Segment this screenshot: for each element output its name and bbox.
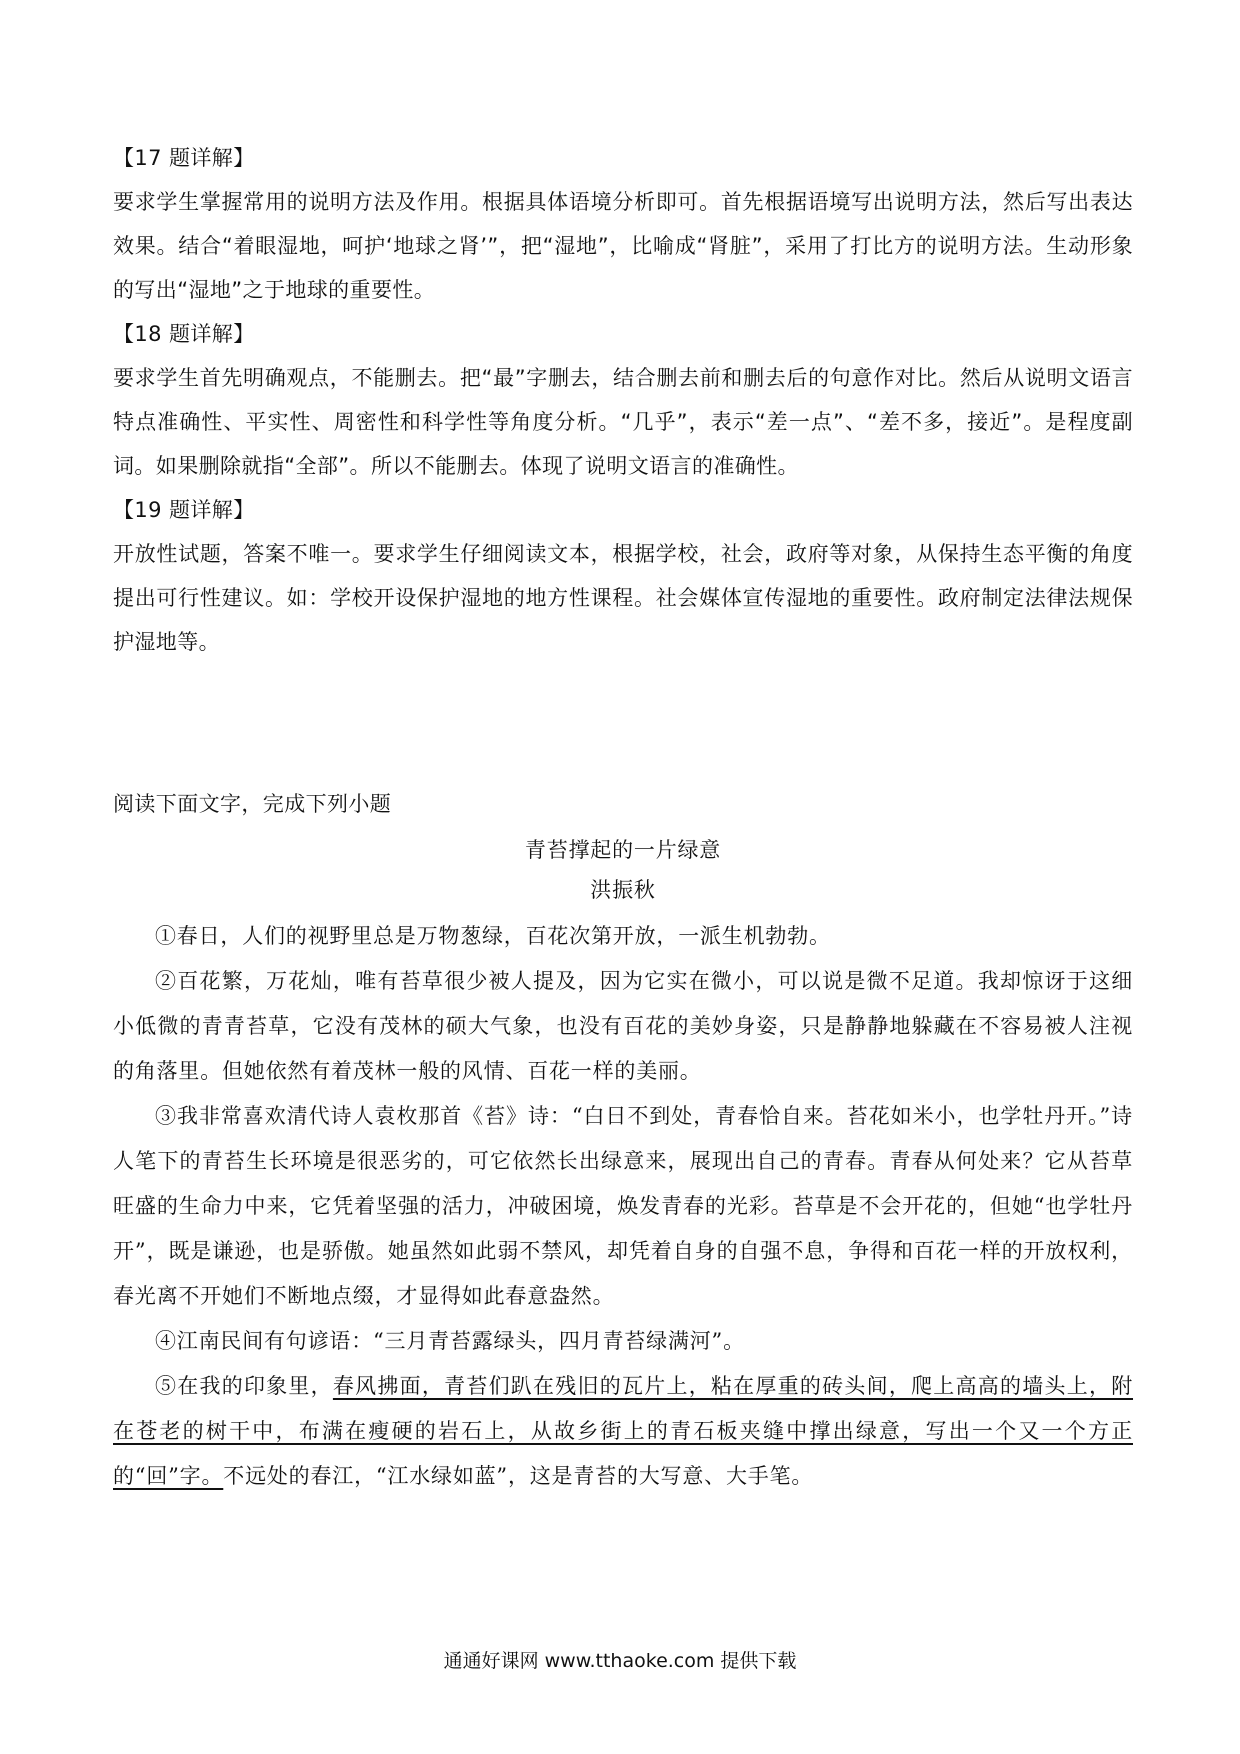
q18-text: 要求学生首先明确观点，不能删去。把“最”字删去，结合删去前和删去后的句意作对比。然后从说明文语言特点准确性、平实性、周密性和科学性等角度分析。“几乎”，表示“差一点”、“差不多，接近”。是程度副词。如果删除就指“全部”。所以不能删去。体现了说明文语言的准确性。: [113, 366, 1133, 478]
passage: [113, 830, 1133, 1499]
paragraph-4: ④江南民间有句谚语：“三月青苔露绿头，四月青苔绿满河”。: [155, 1329, 745, 1353]
passage-title: 青苔撑起的一片绿意: [524, 838, 722, 862]
analysis-section: [113, 136, 1133, 664]
q18-heading: 【18 题详解】: [113, 322, 255, 346]
reading-instruction: 阅读下面文字，完成下列小题: [113, 792, 392, 816]
q17-heading: 【17 题详解】: [113, 146, 255, 170]
q19-heading: 【19 题详解】: [113, 498, 255, 522]
reading-instruction-block: [113, 782, 1133, 826]
paragraph-3: ③我非常喜欢清代诗人袁枚那首《苔》诗：“白日不到处，青春恰自来。苔花如米小，也学牡丹开。”诗人笔下的青苔生长环境是很恶劣的，可它依然长出绿意来，展现出自己的青春。青春从何处来？它从苔草旺盛的生命力中来，它凭着坚强的活力，冲破困境，焕发青春的光彩。苔草是不会开花的，但她“也学牡丹开”，既是谦逊，也是骄傲。她虽然如此弱不禁风，却凭着自身的自强不息，争得和百花一样的开放权利，春光离不开她们不断地点缀，才显得如此春意盎然。: [113, 1104, 1133, 1308]
paragraph-5-end: 不远处的春江，“江水绿如蓝”，这是青苔的大写意、大手笔。: [223, 1464, 814, 1488]
paragraph-5: [113, 1364, 1133, 1499]
q19-text: 开放性试题，答案不唯一。要求学生仔细阅读文本，根据学校，社会，政府等对象，从保持生态平衡的角度提出可行性建议。如：学校开设保护湿地的地方性课程。社会媒体宣传湿地的重要性。政府制定法律法规保护湿地等。: [113, 542, 1133, 654]
page-footer: 通通好课网 www.tthaoke.com 提供下载: [443, 1650, 797, 1672]
passage-author: 洪振秋: [590, 878, 656, 902]
paragraph-2: ②百花繁，万花灿，唯有苔草很少被人提及，因为它实在微小，可以说是微不足道。我却惊讶于这细小低微的青青苔草，它没有茂林的硕大气象，也没有百花的美妙身姿，只是静静地躲藏在不容易被人注视的角落里。但她依然有着茂林一般的风情、百花一样的美丽。: [113, 969, 1133, 1083]
paragraph-1: ①春日，人们的视野里总是万物葱绿，百花次第开放，一派生机勃勃。: [155, 924, 831, 948]
paragraph-5-start: ⑤在我的印象里，: [155, 1374, 333, 1398]
paragraph-5-underlined: 春风拂面，青苔们趴在残旧的瓦片上，粘在厚重的砖头间，爬上高高的墙头上，附在苍老的树干中，布满在瘦硬的岩石上，从故乡街上的青石板夹缝中撑出绿意，写出一个又一个方正的“回”字。: [113, 1374, 1134, 1488]
q17-text: 要求学生掌握常用的说明方法及作用。根据具体语境分析即可。首先根据语境写出说明方法，然后写出表达效果。结合“着眼湿地，呵护‘地球之肾’”，把“湿地”，比喻成“肾脏”，采用了打比方的说明方法。生动形象的写出“湿地”之于地球的重要性。: [113, 190, 1133, 302]
